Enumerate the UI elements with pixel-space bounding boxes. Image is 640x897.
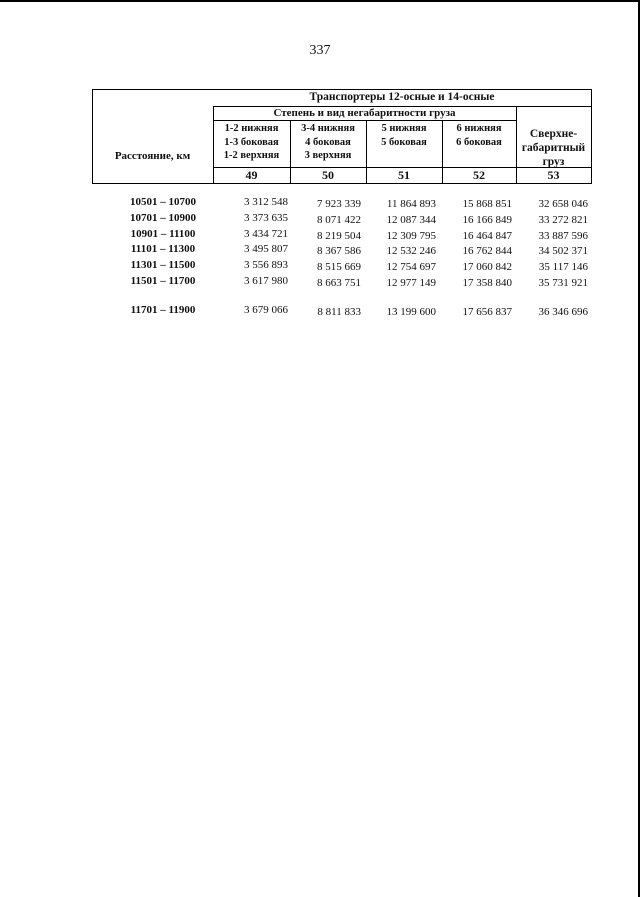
- column-header-53: [516, 127, 591, 169]
- row-value: 36 346 696: [538, 306, 588, 318]
- column-header-51: [366, 122, 442, 149]
- table-border-top: [92, 89, 592, 90]
- row-range: 11501 – 11700: [130, 275, 196, 287]
- row-value: 12 309 795: [386, 230, 436, 242]
- row-value: 12 532 246: [386, 245, 436, 257]
- row-value: 7 923 339: [317, 198, 361, 210]
- row-value: 8 367 586: [317, 245, 361, 257]
- row-value: 16 166 849: [462, 214, 512, 226]
- row-value: 12 977 149: [386, 277, 436, 289]
- table-border-right: [591, 89, 592, 184]
- row-value: 35 117 146: [538, 261, 588, 273]
- row-value: 3 495 807: [244, 243, 288, 255]
- row-value: 11 864 893: [386, 198, 436, 210]
- column-header-line: 1-2 нижняя: [224, 123, 279, 134]
- row-value: 17 656 837: [462, 306, 512, 318]
- table-border-left: [92, 89, 93, 184]
- column-header-52: [442, 122, 516, 149]
- column-number-53: 53: [547, 168, 560, 182]
- row-value: 16 762 844: [462, 245, 512, 257]
- row-value: 17 358 840: [462, 277, 512, 289]
- column-header-line: 6 боковая: [456, 136, 502, 148]
- row-value: 3 556 893: [244, 259, 288, 271]
- column-header-49: [213, 122, 290, 163]
- column-header-line: Сверхне-: [529, 128, 578, 140]
- column-number-50: 50: [322, 168, 334, 182]
- column-header-line: габаритный: [521, 142, 586, 154]
- row-value: 13 199 600: [386, 306, 436, 318]
- row-value: 3 617 980: [244, 275, 288, 287]
- row-range: 11301 – 11500: [130, 259, 196, 271]
- row-range: 11701 – 11900: [130, 304, 196, 316]
- column-header-line: 1-3 боковая: [224, 136, 279, 148]
- row-value: 12 087 344: [386, 214, 436, 226]
- header-rule-subgroup: [213, 120, 516, 121]
- row-value: 3 679 066: [244, 304, 288, 316]
- page-border-top: [0, 0, 640, 2]
- row-value: 34 502 371: [538, 245, 588, 257]
- column-header-50: [290, 122, 366, 163]
- row-value: 17 060 842: [462, 261, 512, 273]
- row-value: 8 663 751: [317, 277, 361, 289]
- column-number-49: 49: [245, 168, 258, 182]
- row-value: 35 731 921: [538, 277, 588, 289]
- group-title: Транспортеры 12-осные и 14-осные: [309, 91, 495, 103]
- row-value: 8 219 504: [317, 230, 361, 242]
- row-value: 33 887 596: [538, 230, 588, 242]
- page-number: 337: [309, 43, 331, 58]
- row-header: Расстояние, км: [114, 150, 191, 162]
- row-value: 16 464 847: [462, 230, 512, 242]
- row-range: 10701 – 10900: [130, 212, 196, 224]
- row-value: 3 312 548: [244, 196, 288, 208]
- row-value: 8 515 669: [317, 261, 361, 273]
- row-value: 3 373 635: [244, 212, 288, 224]
- row-value: 8 811 833: [317, 306, 361, 318]
- row-value: 32 658 046: [538, 198, 588, 210]
- row-range: 10901 – 11100: [130, 228, 196, 240]
- column-header-line: 5 нижняя: [381, 123, 427, 134]
- row-value: 12 754 697: [386, 261, 436, 273]
- column-number-52: 52: [473, 168, 485, 182]
- column-number-51: 51: [398, 168, 410, 182]
- column-header-line: 4 боковая: [305, 136, 351, 148]
- row-value: 3 434 721: [244, 228, 288, 240]
- column-header-line: 3 верхняя: [304, 150, 352, 161]
- row-range: 10501 – 10700: [130, 196, 196, 208]
- row-value: 33 272 821: [538, 214, 588, 226]
- column-header-line: 3-4 нижняя: [301, 123, 355, 134]
- row-value: 15 868 851: [462, 198, 512, 210]
- column-header-line: 6 нижняя: [456, 123, 502, 134]
- column-header-line: груз: [542, 156, 565, 168]
- row-range: 11101 – 11300: [130, 243, 196, 255]
- column-header-line: 1-2 верхняя: [223, 150, 280, 161]
- row-value: 8 071 422: [317, 214, 361, 226]
- table-border-bottom: [92, 183, 592, 184]
- subgroup-title: Степень и вид негабаритности груза: [273, 107, 456, 119]
- column-header-line: 5 боковая: [381, 136, 427, 148]
